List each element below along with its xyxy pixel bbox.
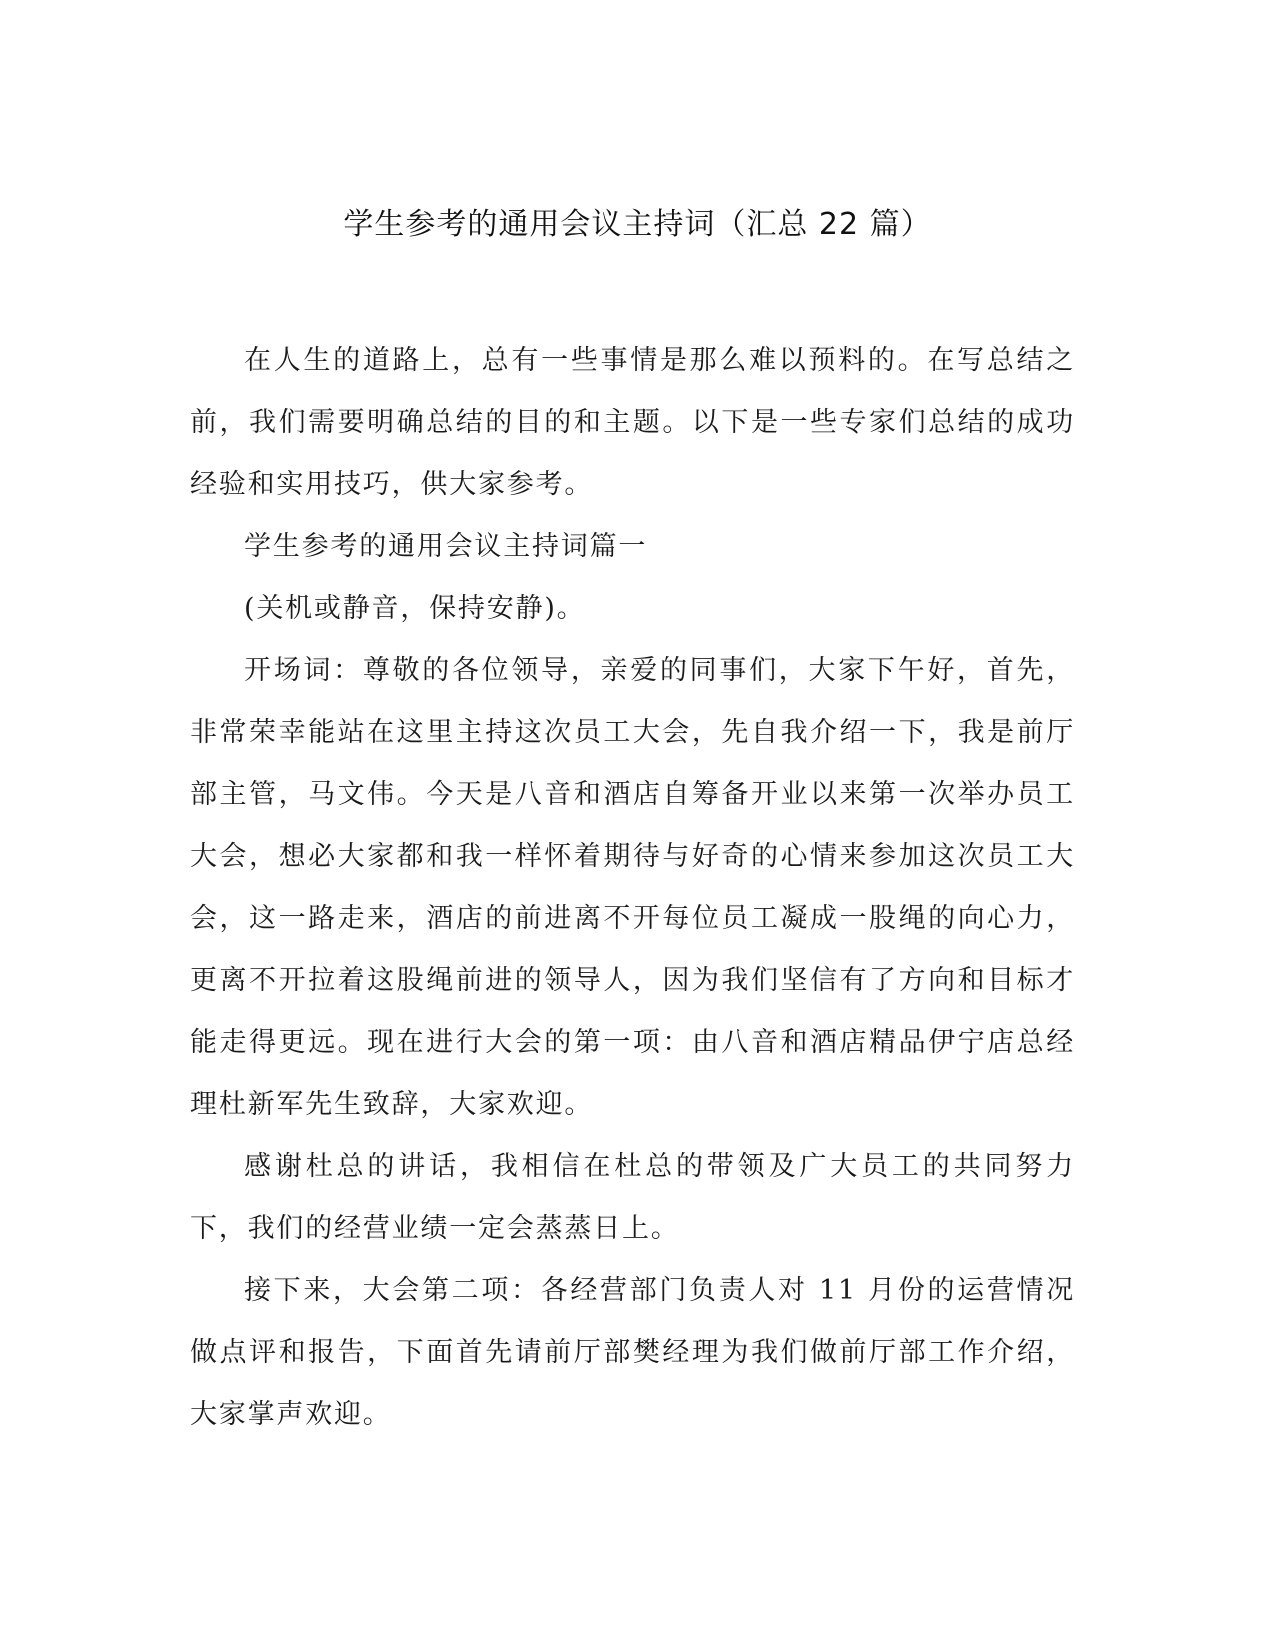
- document-title: 学生参考的通用会议主持词（汇总 22 篇）: [343, 207, 932, 242]
- second-item-paragraph: 接下来，大会第二项：各经营部门负责人对 11 月份的运营情况做点评和报告，下面首先请前厅部樊经理为我们做前厅部工作介绍，大家掌声欢迎。: [190, 1275, 1075, 1430]
- opening-speech-paragraph: 开场词：尊敬的各位领导，亲爱的同事们，大家下午好，首先，非常荣幸能站在这里主持这次员工大会，先自我介绍一下，我是前厅部主管，马文伟。今天是八音和酒店自筹备开业以来第一次举办员工大会，想必大家都和我一样怀着期待与好奇的心情来参加这次员工大会，这一路走来，酒店的前进离不开每位员工凝成一股绳的向心力，更离不开拉着这股绳前进的领导人，因为我们坚信有了方向和目标才能走得更远。现在进行大会的第一项：由八音和酒店精品伊宁店总经理杜新军先生致辞，大家欢迎。: [190, 655, 1075, 1120]
- note-paragraph: (关机或静音，保持安静)。: [244, 593, 586, 624]
- section-heading: 学生参考的通用会议主持词篇一: [244, 531, 648, 562]
- intro-paragraph: 在人生的道路上，总有一些事情是那么难以预料的。在写总结之前，我们需要明确总结的目的和主题。以下是一些专家们总结的成功经验和实用技巧，供大家参考。: [190, 345, 1075, 500]
- thanks-paragraph: 感谢杜总的讲话，我相信在杜总的带领及广大员工的共同努力下，我们的经营业绩一定会蒸蒸日上。: [190, 1151, 1075, 1244]
- document-body: [190, 330, 1075, 1446]
